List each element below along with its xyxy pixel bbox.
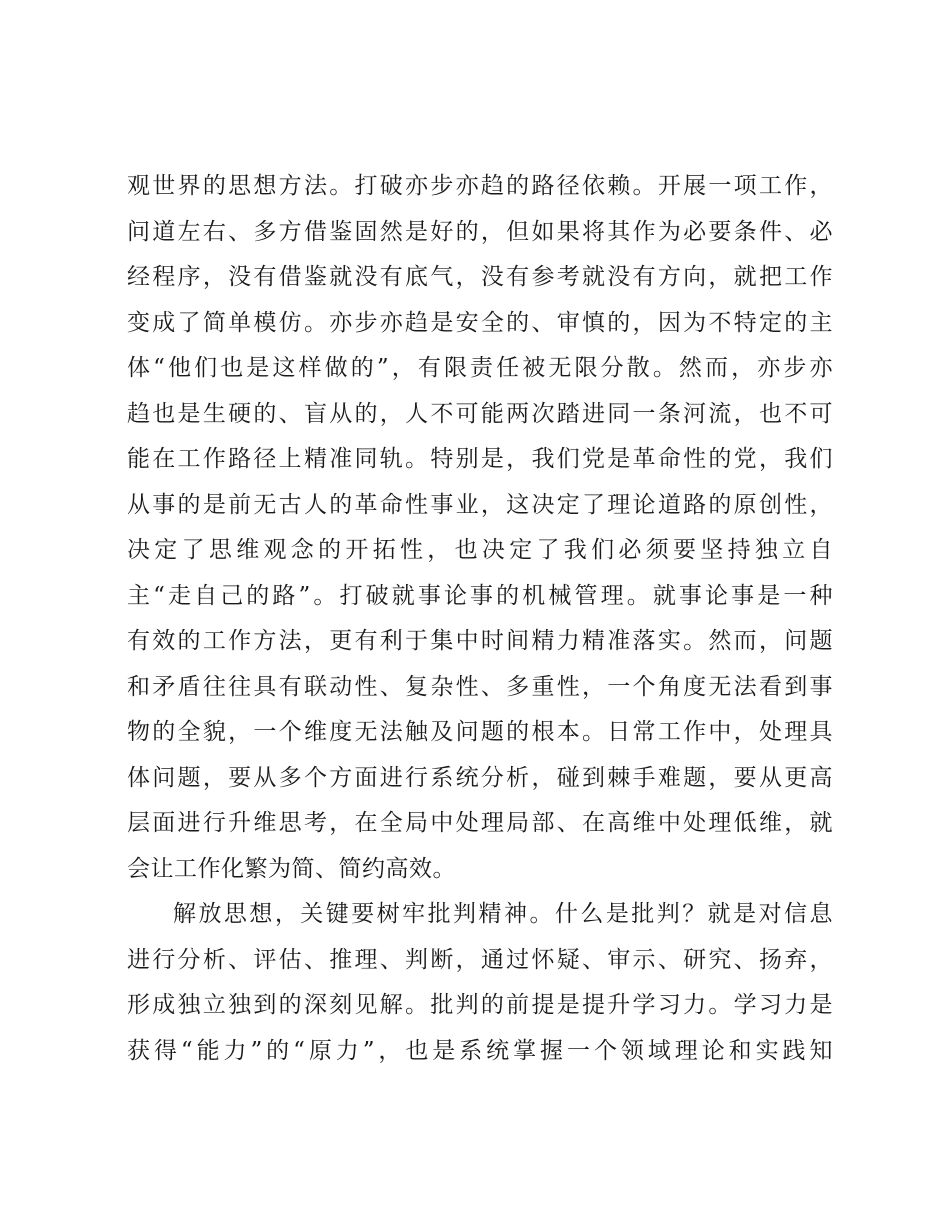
- paragraph-1: [127, 164, 833, 892]
- text-line: 体“他们也是这样做的”，有限责任被无限分散。然而，亦步亦: [127, 355, 833, 381]
- text-line: 趋也是生硬的、盲从的，人不可能两次踏进同一条河流，也不可: [127, 400, 833, 427]
- paragraph-2: [127, 892, 833, 1074]
- text-line: 体问题，要从多个方面进行系统分析，碰到棘手难题，要从更高: [127, 764, 833, 791]
- text-line: 问道左右、多方借鉴固然是好的，但如果将其作为必要条件、必: [127, 218, 833, 245]
- text-line: 变成了简单模仿。亦步亦趋是安全的、审慎的，因为不特定的主: [127, 309, 833, 336]
- text-line: 解放思想，关键要树牢批判精神。什么是批判？就是对信息: [173, 901, 833, 927]
- text-line: 物的全貌，一个维度无法触及问题的根本。日常工作中，处理具: [127, 719, 833, 745]
- body-text: [127, 164, 833, 1074]
- text-line: 获得“能力”的“原力”，也是系统掌握一个领域理论和实践知: [127, 1037, 833, 1064]
- text-line: 从事的是前无古人的革命性事业，这决定了理论道路的原创性，: [127, 491, 833, 518]
- text-line: 有效的工作方法，更有利于集中时间精力精准落实。然而，问题: [127, 628, 833, 654]
- text-line: 主“走自己的路”。打破就事论事的机械管理。就事论事是一种: [127, 582, 833, 609]
- text-line: 层面进行升维思考，在全局中处理局部、在高维中处理低维，就: [127, 810, 833, 836]
- text-line: 进行分析、评估、推理、判断，通过怀疑、审示、研究、扬弃，: [127, 946, 833, 973]
- text-line: 观世界的思想方法。打破亦步亦趋的路径依赖。开展一项工作，: [127, 173, 833, 199]
- text-line: 能在工作路径上精准同轨。特别是，我们党是革命性的党，我们: [127, 446, 833, 472]
- text-line: 会让工作化繁为简、简约高效。: [127, 855, 456, 882]
- text-line: 和矛盾往往具有联动性、复杂性、多重性，一个角度无法看到事: [127, 673, 833, 700]
- text-line: 决定了思维观念的开拓性，也决定了我们必须要坚持独立自: [127, 537, 833, 563]
- text-line: 形成独立独到的深刻见解。批判的前提是提升学习力。学习力是: [127, 992, 833, 1018]
- text-line: 经程序，没有借鉴就没有底气，没有参考就没有方向，就把工作: [127, 264, 833, 290]
